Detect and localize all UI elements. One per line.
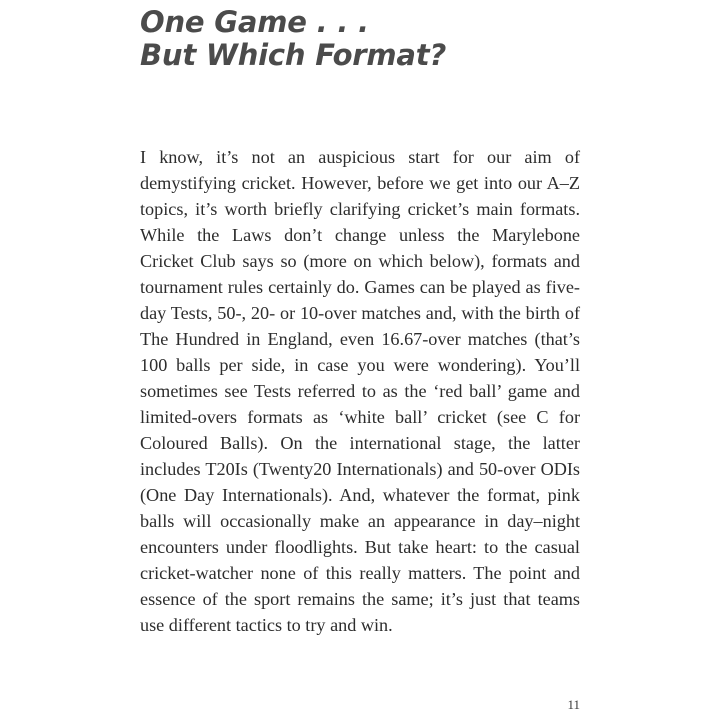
- body-text-block: [140, 72, 580, 638]
- text-column: [140, 0, 580, 638]
- body-paragraph: I know, it’s not an auspicious start for our aim of demystifying cricket. However, before we get into our A–Z topics, it’s worth briefly clarifying cricket’s main formats. While the Laws don’t change unless the Marylebone Cricket Club says so (more on which below), formats and tournament rules certainly do. Games can be played as five-day Tests, 50-, 20- or 10-over matches and, with the birth of The Hundred in England, even 16.67-over matches (that’s 100 balls per side, in case you were wondering). You’ll sometimes see Tests referred to as the ‘red ball’ game and limited-overs formats as ‘white ball’ cricket (see C for Coloured Balls). On the international stage, the latter includes T20Is (Twenty20 Internationals) and 50-over ODIs (One Day Internationals). And, whatever the format, pink balls will occasionally make an appearance in day–night encounters under floodlights. But take heart: to the casual cricket-watcher none of this really matters. The point and essence of the sport remains the same; it’s just that teams use different tactics to try and win.: [140, 147, 580, 635]
- chapter-title-line-2: But Which Format?: [140, 38, 447, 72]
- chapter-title: [140, 0, 580, 72]
- chapter-title-line-1: One Game . . .: [140, 5, 369, 39]
- page-number: 11: [567, 697, 580, 712]
